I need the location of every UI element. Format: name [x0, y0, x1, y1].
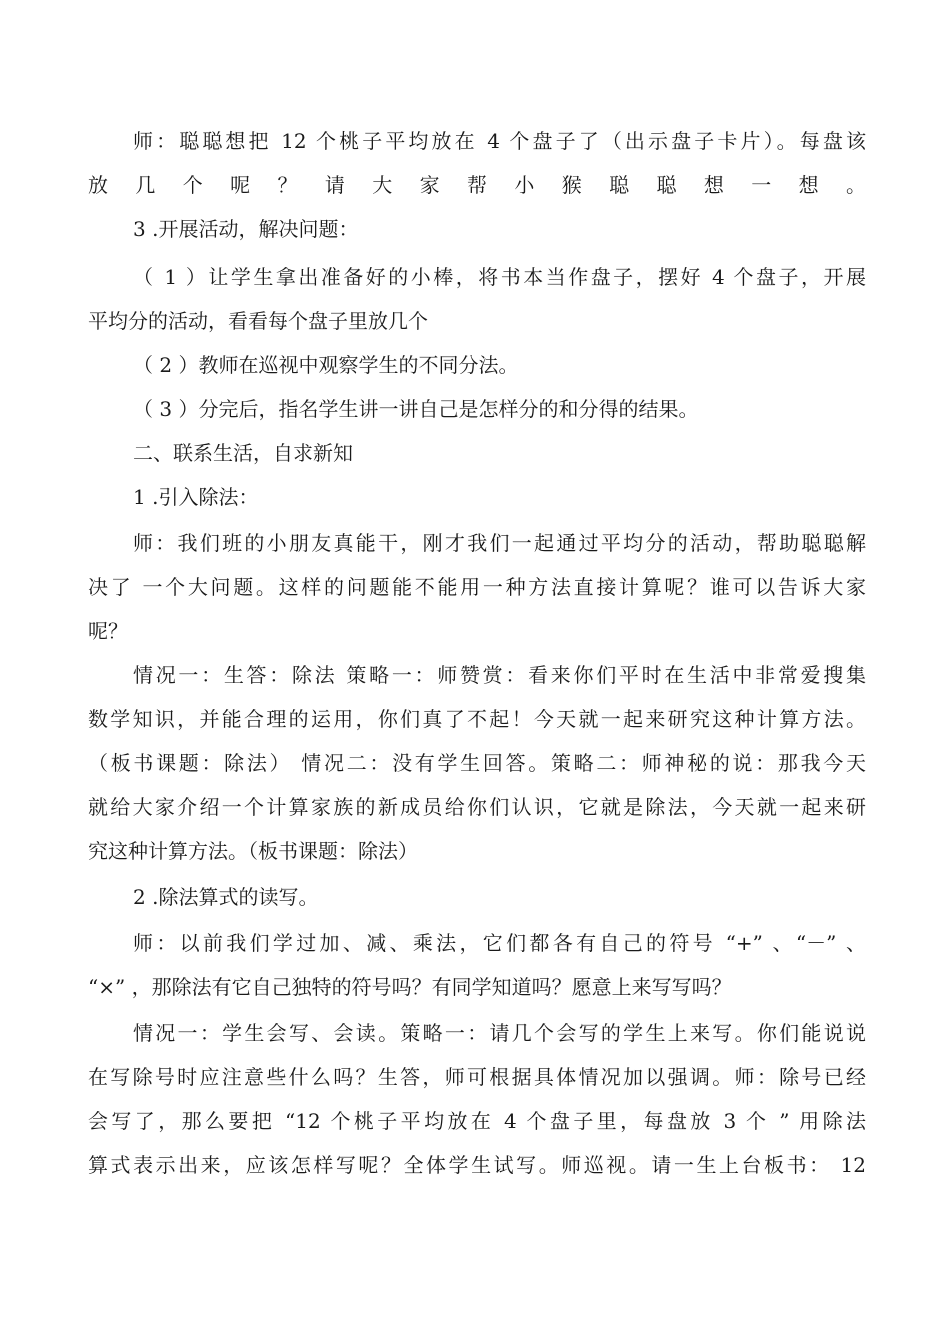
text-line: 在写除号时应注意些什么吗？生答，师可根据具体情况加以强调。师：除号已经 — [88, 1065, 866, 1089]
text-line: 算式表示出来，应该怎样写呢？全体学生试写。师巡视。请一生上台板书： 12 — [88, 1153, 866, 1177]
section-heading: 3 .开展活动，解决问题： — [133, 217, 359, 241]
text-line: （ 1 ）让学生拿出准备好的小棒，将书本当作盘子，摆好 4 个盘子，开展 — [133, 265, 866, 289]
text-line: 数学知识，并能合理的运用，你们真了不起！今天就一起来研究这种计算方法。 — [88, 707, 866, 731]
text-line: 情况一：学生会写、会读。策略一：请几个会写的学生上来写。你们能说说 — [133, 1021, 866, 1045]
section-heading: 2 .除法算式的读写。 — [133, 885, 319, 909]
text-line: 师：聪聪想把 12 个桃子平均放在 4 个盘子了（出示盘子卡片）。每盘该 — [133, 129, 866, 153]
text-line: （ 3 ）分完后，指名学生讲一讲自己是怎样分的和分得的结果。 — [133, 397, 699, 421]
text-line: 情况一：生答：除法 策略一：师赞赏：看来你们平时在生活中非常爱搜集 — [133, 663, 866, 687]
text-line: 放几个呢？请大家帮小猴聪聪想一想。 — [88, 173, 866, 197]
text-line: （ 2 ）教师在巡视中观察学生的不同分法。 — [133, 353, 519, 377]
text-line: “×” ，那除法有它自己独特的符号吗？有同学知道吗？愿意上来写写吗？ — [88, 975, 732, 999]
text-line: 平均分的活动，看看每个盘子里放几个 — [88, 309, 428, 333]
text-line: 呢？ — [88, 619, 128, 643]
text-line: （板书课题：除法） 情况二：没有学生回答。策略二：师神秘的说：那我今天 — [88, 751, 866, 775]
section-heading: 1 .引入除法： — [133, 485, 259, 509]
text-line: 决了 一个大问题。这样的问题能不能用一种方法直接计算呢？谁可以告诉大家 — [88, 575, 866, 599]
text-line: 师：以前我们学过加、减、乘法，它们都各有自己的符号 “+” 、“－” 、 — [133, 931, 866, 955]
text-line: 究这种计算方法。（板书课题：除法） — [88, 839, 418, 863]
text-line: 师：我们班的小朋友真能干，刚才我们一起通过平均分的活动，帮助聪聪解 — [133, 531, 866, 555]
text-line: 会写了，那么要把 “12 个桃子平均放在 4 个盘子里，每盘放 3 个 ” 用除法 — [88, 1109, 866, 1133]
section-heading: 二、联系生活，自求新知 — [133, 441, 353, 465]
text-line: 就给大家介绍一个计算家族的新成员给你们认识，它就是除法，今天就一起来研 — [88, 795, 866, 819]
